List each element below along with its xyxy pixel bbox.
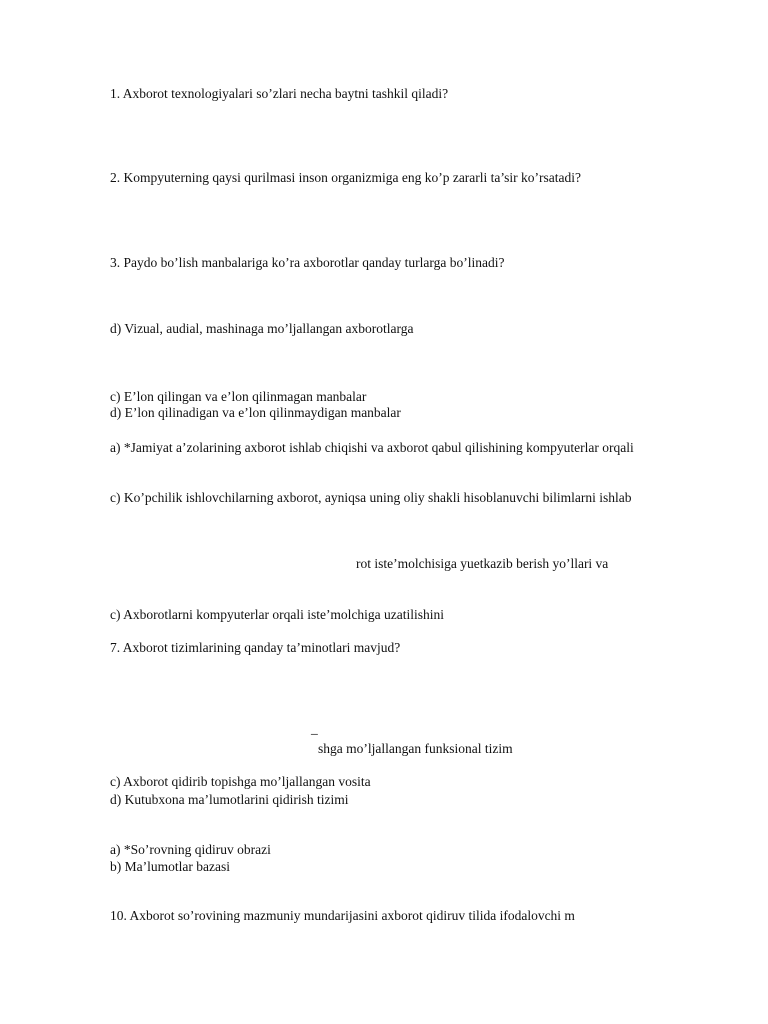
underscore-fragment: _: [311, 721, 318, 736]
text-fragment: shga mo’ljallangan funksional tizim: [318, 741, 513, 756]
answer-option-d: d) Kutubxona ma’lumotlarini qidirish tizimi: [110, 792, 349, 807]
question-7: 7. Axborot tizimlarining qanday ta’minotlari mavjud?: [110, 640, 401, 655]
answer-option-a: a) *Jamiyat a’zolarining axborot ishlab chiqishi va axborot qabul qilishining kompyuterlar orqali: [110, 440, 634, 455]
text-fragment: rot iste’molchisiga yuetkazib berish yo’llari va: [356, 556, 609, 571]
answer-option-c: c) E’lon qilingan va e’lon qilinmagan manbalar: [110, 389, 367, 404]
answer-option-a: a) *So’rovning qidiruv obrazi: [110, 842, 271, 857]
answer-option-b: b) Ma’lumotlar bazasi: [110, 859, 230, 874]
answer-option-c: c) Axborot qidirib topishga mo’ljallangan vosita: [110, 774, 371, 789]
question-1: 1. Axborot texnologiyalari so’zlari necha baytni tashkil qiladi?: [110, 86, 449, 101]
answer-option-d: d) Vizual, audial, mashinaga mo’ljallangan axborotlarga: [110, 321, 414, 336]
question-2: 2. Kompyuterning qaysi qurilmasi inson organizmiga eng ko’p zararli ta’sir ko’rsatadi?: [110, 170, 582, 185]
answer-option-c: c) Axborotlarni kompyuterlar orqali iste’molchiga uzatilishini: [110, 607, 445, 622]
question-10: 10. Axborot so’rovining mazmuniy mundarijasini axborot qidiruv tilida ifodalovchi m: [110, 908, 575, 923]
answer-option-d: d) E’lon qilinadigan va e’lon qilinmaydigan manbalar: [110, 405, 401, 420]
answer-option-c: c) Ko’pchilik ishlovchilarning axborot, ayniqsa uning oliy shakli hisoblanuvchi bilimlarni ishlab: [110, 490, 632, 505]
question-3: 3. Paydo bo’lish manbalariga ko’ra axborotlar qanday turlarga bo’linadi?: [110, 255, 505, 270]
